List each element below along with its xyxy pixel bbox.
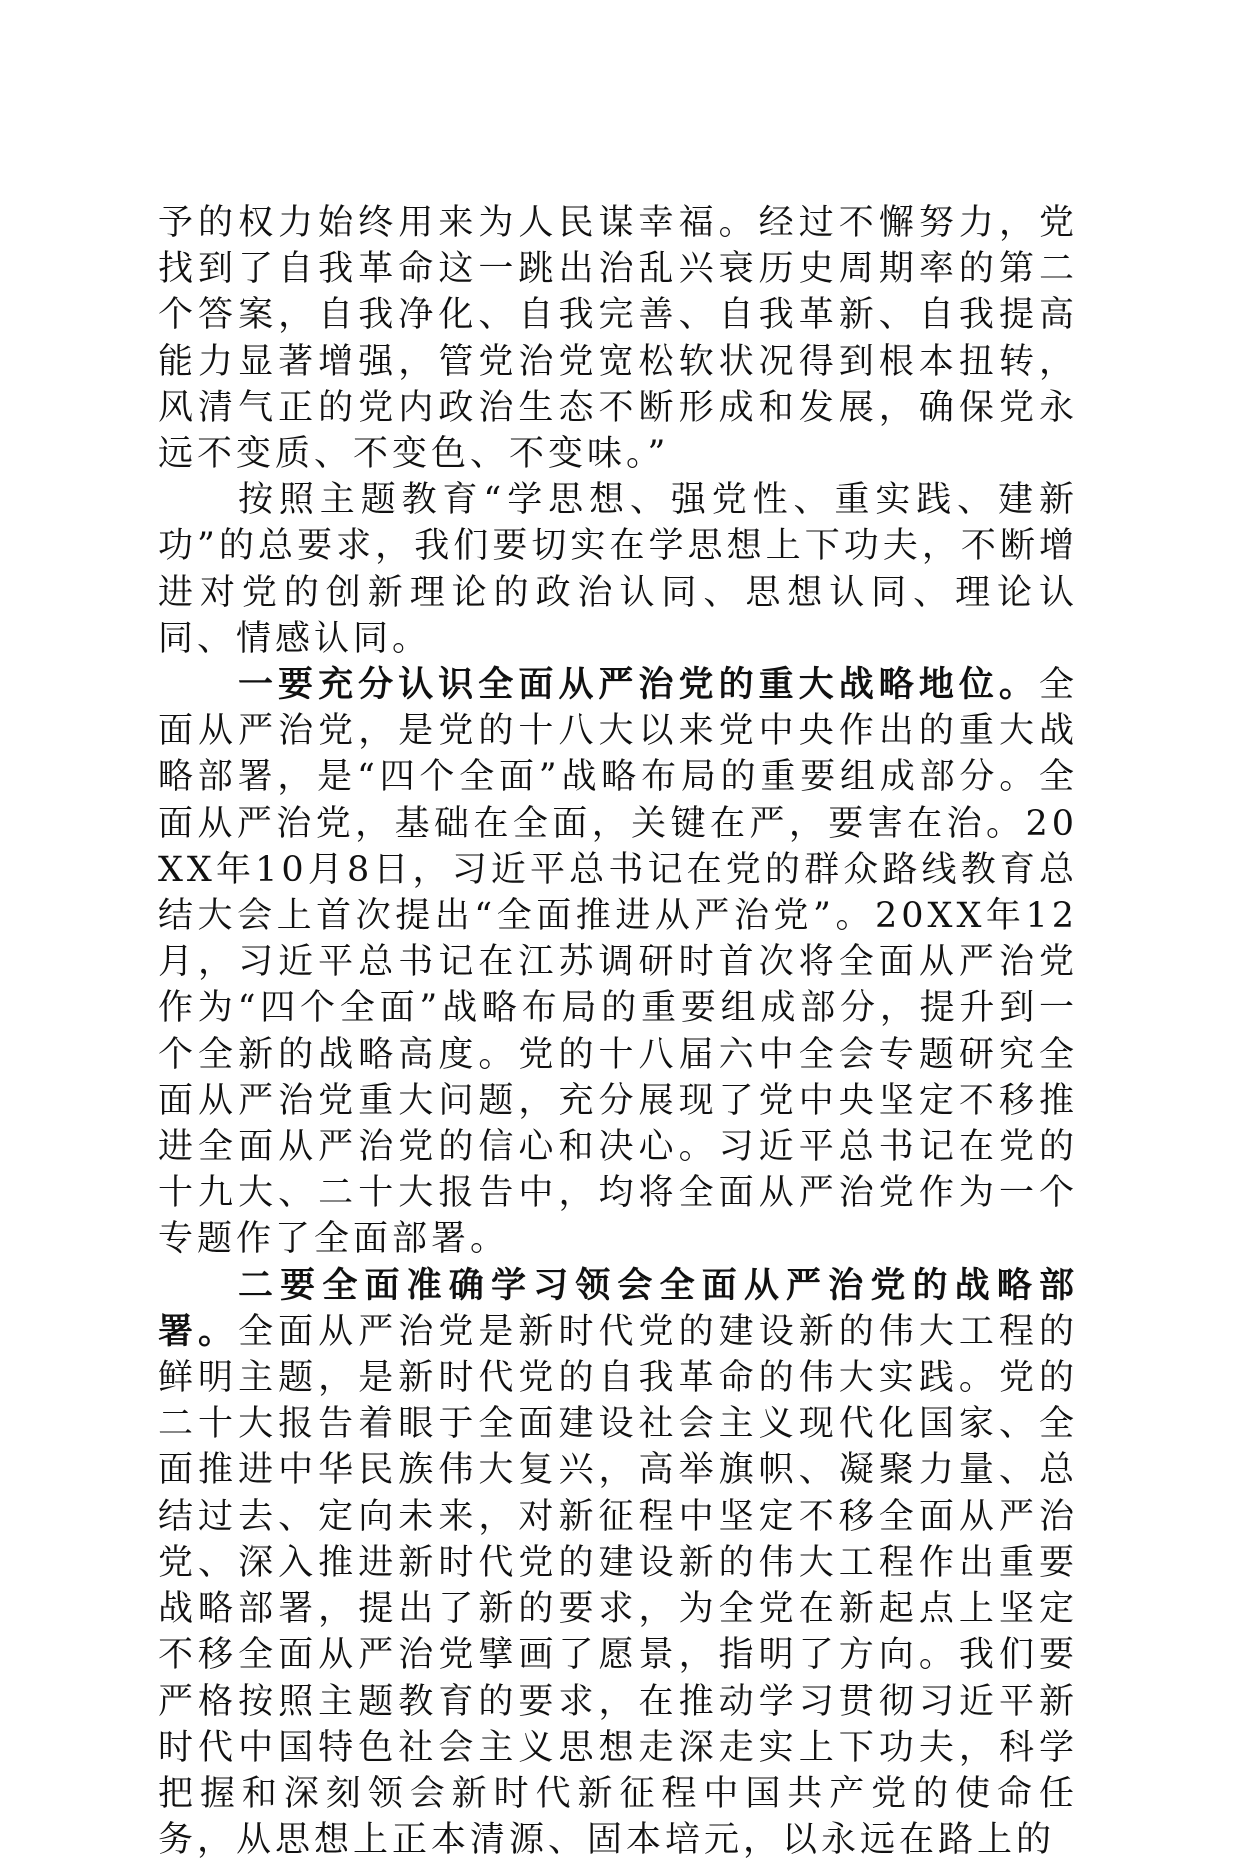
paragraph-continuation <box>158 200 1078 477</box>
paragraph-theme-education <box>158 477 1078 662</box>
paragraph-lead-heading: 二要全面准确学习领会全面从严治党的战略部署。 <box>158 1265 1078 1352</box>
paragraph-point-two <box>158 1263 1078 1863</box>
paragraph-lead-heading: 一要充分认识全面从严治党的重大战略地位。 <box>238 665 1039 706</box>
paragraph-text: 全面从严治党是新时代党的建设新的伟大工程的鲜明主题，是新时代党的自我革命的伟大实践。党的二十大报告着眼于全面建设社会主义现代化国家、全面推进中华民族伟大复兴，高举旗帜、凝聚力量、总结过去、定向未来，对新征程中坚定不移全面从严治党、深入推进新时代党的建设新的伟大工程作出重要战略部署，提出了新的要求，为全党在新起点上坚定不移全面从严治党擘画了愿景，指明了方向。我们要严格按照主题教育的要求，在推动学习贯彻习近平新时代中国特色社会主义思想走深走实上下功夫，科学把握和深刻领会新时代新征程中国共产党的使命任务，从思想上正本清源、固本培元，以永远在路上的 <box>158 1311 1078 1861</box>
paragraph-point-one <box>158 662 1078 1263</box>
paragraph-text: 予的权力始终用来为人民谋幸福。经过不懈努力，党找到了自我革命这一跳出治乱兴衰历史周期率的第二个答案，自我净化、自我完善、自我革新、自我提高能力显著增强，管党治党宽松软状况得到根本扭转，风清气正的党内政治生态不断形成和发展，确保党永远不变质、不变色、不变味。” <box>158 203 1078 475</box>
paragraph-text: 全面从严治党，是党的十八大以来党中央作出的重大战略部署，是“四个全面”战略布局的重要组成部分。全面从严治党，基础在全面，关键在严，要害在治。20XX年10月8日，习近平总书记在党的群众路线教育总结大会上首次提出“全面推进从严治党”。20XX年12月，习近平总书记在江苏调研时首次将全面从严治党作为“四个全面”战略布局的重要组成部分，提升到一个全新的战略高度。党的十八届六中全会专题研究全面从严治党重大问题，充分展现了党中央坚定不移推进全面从严治党的信心和决心。习近平总书记在党的十九大、二十大报告中，均将全面从严治党作为一个专题作了全面部署。 <box>158 665 1078 1260</box>
document-body <box>158 200 1078 1863</box>
paragraph-text: 按照主题教育“学思想、强党性、重实践、建新功”的总要求，我们要切实在学思想上下功夫，不断增进对党的创新理论的政治认同、思想认同、理论认同、情感认同。 <box>158 480 1078 659</box>
